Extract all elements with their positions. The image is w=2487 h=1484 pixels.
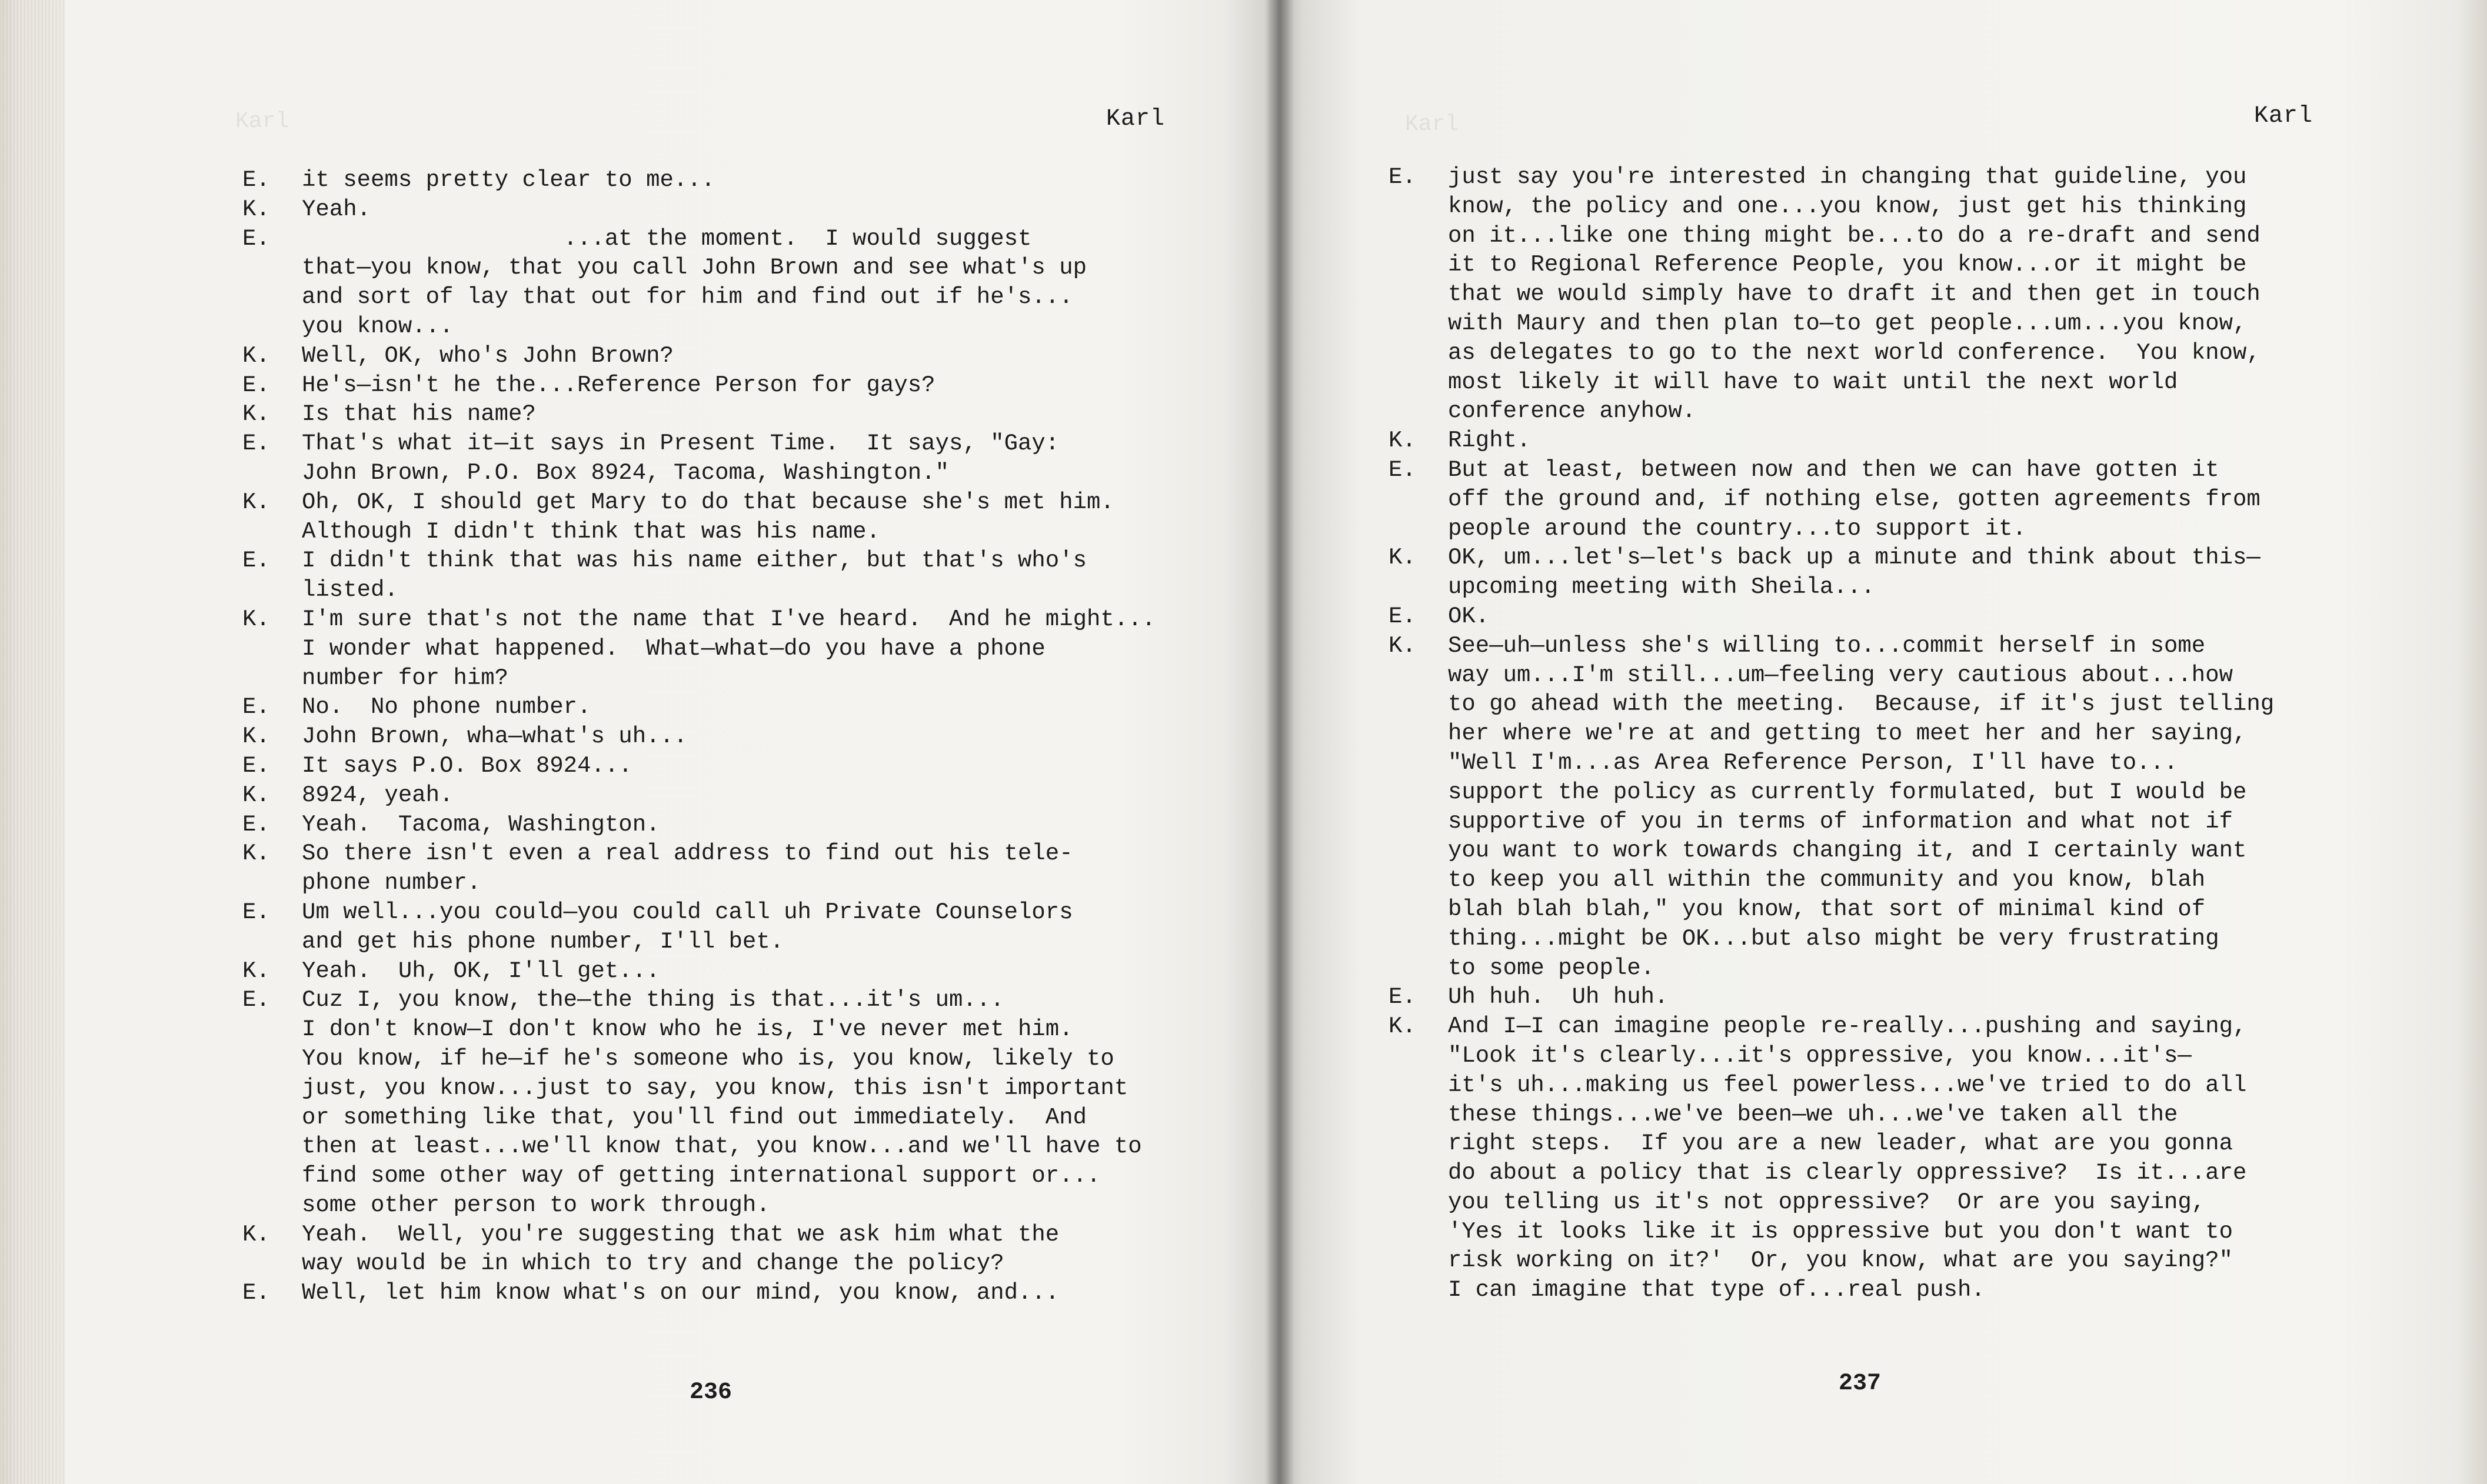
transcript-turn (242, 342, 1260, 371)
running-header: Karl (1106, 106, 1166, 132)
speaker-label: K. (242, 606, 270, 632)
speaker-label: E. (242, 811, 270, 838)
speech-text: So there isn't even a real address to find out his tele- phone number. (302, 841, 1073, 896)
transcript-turn (242, 488, 1260, 547)
transcript-turn (1389, 426, 2448, 456)
speech-text: Right. (1448, 428, 1531, 454)
speech-text: Oh, OK, I should get Mary to do that because she's met him. Although I didn't think that was his name. (302, 489, 1114, 545)
speech-text: Yeah. (302, 196, 371, 222)
speaker-label: K. (242, 1221, 270, 1248)
speech-text: Uh huh. Uh huh. (1448, 984, 1669, 1011)
transcript-turn (242, 166, 1260, 195)
speaker-label: K. (242, 958, 270, 984)
transcript-turn (1389, 1012, 2448, 1305)
speaker-label: E. (242, 167, 270, 193)
transcript-turn (1389, 543, 2448, 602)
speech-text: Cuz I, you know, the—the thing is that...it's um... I don't know—I don't know who he is, I've never met him. You know, if he—if he's someone who is, you know, likely to just, you know...just to say, you know, this isn't important or something like that, you'll find out immediately. And then at least...we'll know that, you know...and we'll have to find some other way of getting international support or... some other person to work through. (302, 987, 1142, 1218)
speaker-label: E. (242, 1280, 270, 1306)
speaker-label: K. (1389, 428, 1416, 454)
speaker-label: K. (1389, 1013, 1416, 1040)
speaker-label: E. (242, 752, 270, 779)
speech-text: it seems pretty clear to me... (302, 167, 715, 193)
page-number: 236 (690, 1379, 733, 1406)
transcript-turn (242, 371, 1260, 401)
transcript-turn (242, 986, 1260, 1220)
speaker-label: E. (242, 987, 270, 1013)
speaker-label: K. (242, 489, 270, 515)
speaker-label: E. (242, 548, 270, 574)
transcript-turn (242, 400, 1260, 429)
speech-text: John Brown, wha—what's uh... (302, 723, 688, 750)
transcript-turn (1389, 632, 2448, 983)
right-page (1280, 0, 2487, 1484)
transcript-turn (242, 957, 1260, 986)
transcript-turn (242, 1279, 1260, 1308)
transcript-turn (242, 605, 1260, 693)
speech-text: Um well...you could—you could call uh Private Counselors and get his phone number, I'll bet. (302, 899, 1073, 955)
speaker-label: E. (242, 694, 270, 721)
transcript-turn (242, 898, 1260, 957)
speaker-label: K. (242, 401, 270, 428)
speaker-label: K. (242, 723, 270, 750)
transcript-turn (242, 429, 1260, 488)
transcript-turn (1389, 983, 2448, 1012)
page-edges (0, 0, 65, 1484)
transcript-turn (1389, 456, 2448, 543)
speech-text: It says P.O. Box 8924... (302, 752, 632, 779)
transcript-turn (242, 225, 1260, 342)
speech-text: OK, um...let's—let's back up a minute and think about this— upcoming meeting with Sheila... (1448, 545, 2260, 601)
speaker-label: E. (242, 431, 270, 457)
speaker-label: K. (1389, 632, 1416, 659)
speech-text: Yeah. Tacoma, Washington. (302, 811, 660, 838)
transcript (1389, 163, 2448, 1305)
speech-text: He's—isn't he the...Reference Person for gays? (302, 372, 935, 398)
page-number: 237 (1839, 1370, 1882, 1397)
speaker-label: E. (1389, 164, 1416, 190)
transcript-turn (242, 195, 1260, 225)
book-spine (1265, 0, 1294, 1484)
speaker-label: K. (242, 342, 270, 369)
bleed-through-header: Karl (1405, 112, 1459, 137)
speaker-label: K. (1389, 545, 1416, 571)
transcript-turn (242, 781, 1260, 811)
speech-text: Well, OK, who's John Brown? (302, 342, 674, 369)
speech-text: Is that his name? (302, 401, 536, 428)
speech-text: Yeah. Uh, OK, I'll get... (302, 958, 660, 984)
speaker-label: K. (242, 782, 270, 808)
speech-text: And I—I can imagine people re-really...pushing and saying, "Look it's clearly...it's oppressive, you know...it's— it's uh...making us feel powerless...we've tried to do all these things...we've been—we uh...we've taken all the right steps. If you are a new leader, what are you gonna do about a policy that is clearly oppressive? Is it...are you telling us it's not oppressive? Or are you saying, 'Yes it looks like it is oppressive but you don't want to risk working on it?' Or, you know, what are you saying?" I can imagine that type of...real push. (1448, 1013, 2247, 1303)
transcript-turn (1389, 163, 2448, 426)
speech-text: I didn't think that was his name either, but that's who's listed. (302, 548, 1087, 603)
transcript-turn (1389, 602, 2448, 632)
transcript-turn (242, 1220, 1260, 1279)
transcript-turn (242, 722, 1260, 752)
speaker-label: K. (242, 841, 270, 867)
bleed-through-header: Karl (235, 109, 289, 134)
speaker-label: E. (242, 225, 270, 252)
speech-text: That's what it—it says in Present Time. It says, "Gay: John Brown, P.O. Box 8924, Tacoma, Washington." (302, 431, 1060, 486)
speech-text: Yeah. Well, you're suggesting that we ask him what the way would be in which to try and change the policy? (302, 1221, 1060, 1277)
transcript-turn (242, 546, 1260, 605)
speech-text: OK. (1448, 603, 1490, 629)
speech-text: I'm sure that's not the name that I've heard. And he might... I wonder what happened. What—what—do you have a phone number for him? (302, 606, 1156, 691)
transcript-turn (242, 839, 1260, 898)
transcript (242, 166, 1260, 1308)
speech-text: ...at the moment. I would suggest that—you know, that you call John Brown and see what's up and sort of lay that out for him and find out if he's... you know... (302, 225, 1087, 339)
speaker-label: E. (242, 899, 270, 925)
speaker-label: E. (1389, 984, 1416, 1011)
speech-text: just say you're interested in changing that guideline, you know, the policy and one...you know, just get his thinking on it...like one thing might be...to do a re-draft and send it to Regional Reference People, you know...or it might be that we would simply have to draft it and then get in touch with Maury and then plan to—to get people...um...you know, as delegates to go to the next world conference. You know, most likely it will have to wait until the next world conference anyhow. (1448, 164, 2260, 425)
transcript-turn (242, 752, 1260, 781)
speaker-label: K. (242, 196, 270, 222)
speech-text: See—uh—unless she's willing to...commit herself in some way um...I'm still...um—feeling very cautious about...how to go ahead with the meeting. Because, if it's just telling her where we're at and getting to meet her and her saying, "Well I'm...as Area Reference Person, I'll have to... support the policy as currently formulated, but I would be supportive of you in terms of information and what not if you want to work towards changing it, and I certainly want to keep you all within the community and you know, blah blah blah blah," you know, that sort of minimal kind of thing...might be OK...but also might be very frustrating to some people. (1448, 632, 2275, 981)
transcript-turn (242, 693, 1260, 722)
running-header: Karl (2254, 103, 2313, 129)
speech-text: Well, let him know what's on our mind, you know, and... (302, 1280, 1060, 1306)
speaker-label: E. (242, 372, 270, 398)
speech-text: No. No phone number. (302, 694, 591, 721)
transcript-turn (242, 811, 1260, 840)
speech-text: 8924, yeah. (302, 782, 454, 808)
speaker-label: E. (1389, 456, 1416, 483)
speaker-label: E. (1389, 603, 1416, 629)
speech-text: But at least, between now and then we can have gotten it off the ground and, if nothing else, gotten agreements from people around the country...to support it. (1448, 456, 2260, 542)
